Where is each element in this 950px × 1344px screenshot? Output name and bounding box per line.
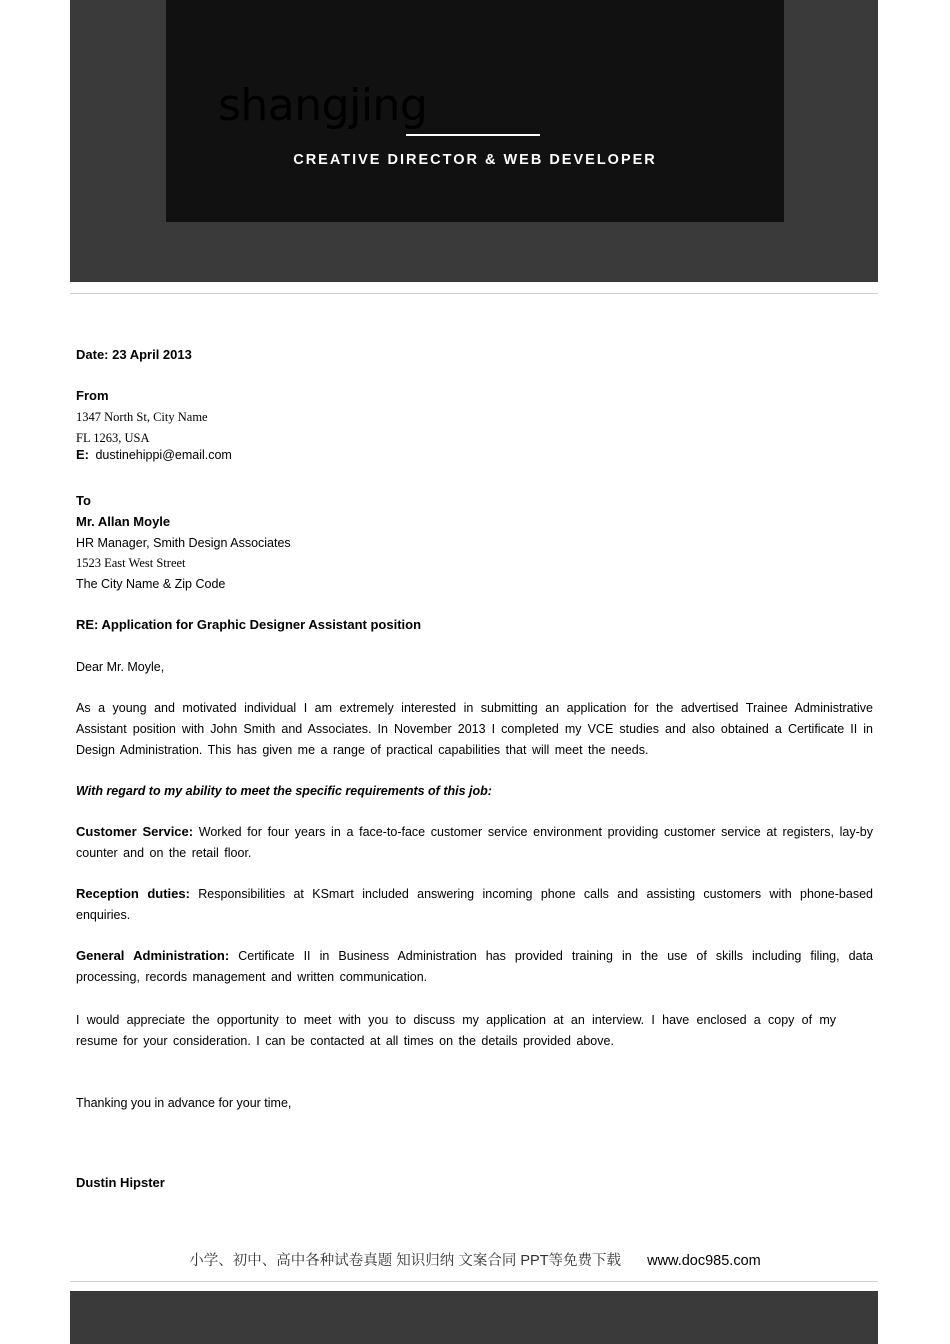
salutation: Dear Mr. Moyle, (76, 660, 165, 674)
bottom-divider (70, 1281, 878, 1282)
email-line (76, 448, 232, 462)
from-address-line-2: FL 1263, USA (76, 431, 150, 445)
reception-paragraph (76, 883, 873, 926)
reception-text: Responsibilities at KSmart included answering incoming phone calls and assisting customers with phone-based enquiries. (76, 887, 873, 922)
closing-paragraph: I would appreciate the opportunity to meet with you to discuss my application at an interview. I have enclosed a copy of my resume for your consideration. I can be contacted at all times on the details provided above. (76, 1013, 836, 1048)
letter-date: Date: 23 April 2013 (76, 347, 192, 362)
recipient-address-line-1: 1523 East West Street (76, 556, 186, 570)
customer-service-text: Worked for four years in a face-to-face customer service environment providing customer service at registers, lay-by counter and on the retail floor. (76, 825, 873, 860)
reception-label: Reception duties: (76, 886, 190, 901)
admin-label: General Administration: (76, 948, 230, 963)
applicant-name: shangjing (218, 80, 428, 131)
customer-service-label: Customer Service: (76, 824, 194, 839)
email-label: E: (76, 447, 89, 462)
name-underline (406, 134, 540, 136)
admin-paragraph (76, 945, 873, 988)
subject-line: RE: Application for Graphic Designer Assistant position (76, 617, 422, 632)
intro-paragraph: As a young and motivated individual I am extremely interested in submitting an application for the advertised Trainee Administrative Assistant position with John Smith and Associates. In November 2013 I completed my VCE studies and also obtained a Certificate II in Design Administration. This has given me a range of practical capabilities that will meet the needs. (76, 701, 873, 757)
footer-banner (70, 1291, 878, 1344)
recipient-name: Mr. Allan Moyle (76, 514, 171, 529)
thanks-line: Thanking you in advance for your time, (76, 1096, 292, 1110)
top-divider (70, 293, 878, 294)
footer-line (0, 1249, 950, 1270)
header-banner (70, 0, 878, 282)
to-label: To (76, 493, 91, 508)
footer-promo-text: 小学、初中、高中各种试卷真题 知识归纳 文案合同 PPT等免费下载 (189, 1253, 622, 1269)
from-label: From (76, 388, 109, 403)
admin-text: Certificate II in Business Administration has provided training in the use of skills including filing, data processing, records management and written communication. (76, 949, 873, 984)
from-address-line-1: 1347 North St, City Name (76, 410, 208, 424)
footer-url[interactable]: www.doc985.com (647, 1253, 761, 1269)
recipient-address-line-2: The City Name & Zip Code (76, 577, 226, 591)
header-panel (166, 0, 784, 222)
job-title: CREATIVE DIRECTOR & WEB DEVELOPER (293, 152, 657, 168)
requirements-heading: With regard to my ability to meet the specific requirements of this job: (76, 784, 492, 798)
email-address[interactable]: dustinehippi@email.com (95, 448, 232, 462)
recipient-title: HR Manager, Smith Design Associates (76, 536, 291, 550)
signature-name: Dustin Hipster (76, 1175, 165, 1190)
customer-service-paragraph (76, 821, 873, 864)
